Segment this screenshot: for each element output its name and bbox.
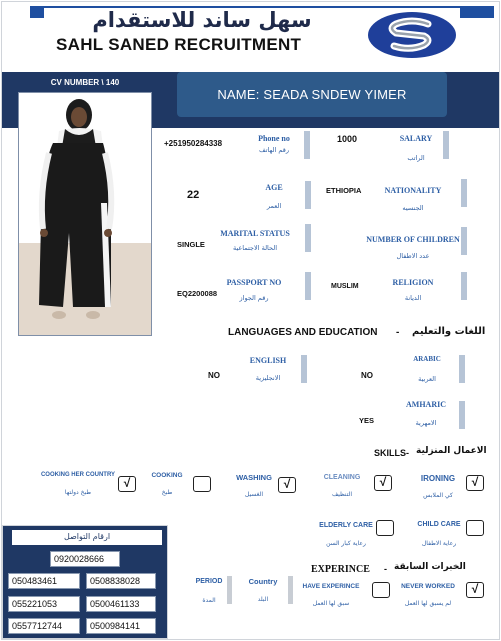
ironing-checkbox[interactable]: √ bbox=[466, 475, 484, 491]
washing-checkbox[interactable]: √ bbox=[278, 477, 296, 493]
marital-divider bbox=[305, 224, 311, 252]
cooking-label: COOKING bbox=[151, 472, 183, 479]
period-label-ar: المدة bbox=[202, 597, 216, 604]
contact-number: 055221053 bbox=[8, 596, 80, 612]
skills-title: SKILLS bbox=[374, 448, 407, 458]
cv-number: CV NUMBER \ 140 bbox=[50, 78, 120, 87]
experience-title: EXPERINCE bbox=[311, 564, 370, 575]
phone-label: Phone no bbox=[258, 134, 290, 143]
salary-label-ar: الراتب bbox=[407, 154, 425, 162]
passport-value: EQ2200088 bbox=[177, 289, 218, 298]
child-care-label: CHILD CARE bbox=[417, 521, 461, 528]
phone-value: +251950284338 bbox=[164, 139, 223, 148]
company-name-arabic: سهل ساند للاستقدام bbox=[92, 8, 312, 32]
never-worked-label: NEVER WORKED bbox=[401, 583, 455, 590]
nationality-divider bbox=[461, 179, 467, 207]
religion-value: MUSLIM bbox=[331, 283, 359, 290]
cooking-checkbox[interactable] bbox=[193, 476, 211, 492]
cooking-label-ar: طبخ bbox=[161, 489, 173, 496]
nationality-value: ETHIOPIA bbox=[326, 186, 362, 195]
english-label: ENGLISH bbox=[249, 356, 287, 365]
age-value: 22 bbox=[187, 189, 200, 201]
marital-label-ar: الحالة الاجتماعية bbox=[232, 244, 278, 252]
passport-divider bbox=[305, 272, 311, 300]
contact-title: ارقام التواصل bbox=[12, 530, 162, 545]
ironing-label: IRONING bbox=[420, 474, 456, 483]
cleaning-label: CLEANING bbox=[323, 474, 361, 481]
english-label-ar: الانجليزية bbox=[255, 374, 281, 382]
cleaning-label-ar: التنظيف bbox=[331, 491, 353, 498]
marital-value: SINGLE bbox=[177, 240, 205, 249]
elderly-care-label: ELDERLY CARE bbox=[319, 522, 373, 529]
religion-divider bbox=[461, 272, 467, 300]
contact-number: 050483461 bbox=[8, 573, 80, 589]
elderly-care-label-ar: رعاية كبار السن bbox=[326, 540, 366, 547]
experience-dash: - bbox=[384, 564, 387, 574]
phone-label-ar: رقم الهاتف bbox=[259, 146, 289, 154]
never-worked-label-ar: لم يسبق لها العمل bbox=[404, 600, 452, 607]
contact-main-number: 0920028666 bbox=[50, 551, 120, 567]
cleaning-checkbox[interactable]: √ bbox=[374, 475, 392, 491]
children-divider bbox=[461, 227, 467, 255]
religion-label: RELIGION bbox=[392, 278, 434, 287]
cooking-country-label: COOKING HER COUNTRY bbox=[40, 472, 116, 478]
child-care-label-ar: رعاية الاطفال bbox=[421, 540, 457, 547]
amharic-label-ar: الامهرية bbox=[415, 419, 437, 427]
elderly-care-checkbox[interactable] bbox=[376, 520, 394, 536]
salary-divider bbox=[443, 131, 449, 159]
skills-dash: - bbox=[406, 448, 409, 458]
person-photo-icon bbox=[19, 93, 151, 335]
salary-label: SALARY bbox=[399, 134, 433, 143]
contact-number: 0500984141 bbox=[86, 618, 156, 634]
amharic-label: AMHARIC bbox=[406, 400, 446, 409]
contact-number: 0557712744 bbox=[8, 618, 80, 634]
experience-title-ar: الخبرات السابقة bbox=[394, 562, 466, 572]
company-name-english: SAHL SANED RECRUITMENT bbox=[56, 35, 302, 54]
age-label: AGE bbox=[265, 183, 283, 192]
languages-title: LANGUAGES AND EDUCATION bbox=[228, 327, 378, 338]
period-label: PERIOD bbox=[195, 578, 223, 585]
have-experience-checkbox[interactable] bbox=[372, 582, 390, 598]
arabic-label: ARABIC bbox=[413, 355, 441, 363]
children-label-ar: عدد الاطفال bbox=[396, 252, 430, 260]
age-divider bbox=[305, 181, 311, 209]
cooking-country-checkbox[interactable]: √ bbox=[118, 476, 136, 492]
have-experience-label: HAVE EXPERINCE bbox=[302, 583, 360, 590]
country-divider bbox=[288, 576, 293, 604]
contact-number: 0500461133 bbox=[86, 596, 156, 612]
washing-label: WASHING bbox=[236, 473, 272, 482]
skills-title-ar: الاعمال المنزلية bbox=[416, 446, 487, 456]
candidate-name: NAME: SEADA SNDEW YIMER bbox=[177, 72, 447, 117]
nationality-label: NATIONALITY bbox=[384, 186, 442, 195]
arabic-value: NO bbox=[361, 371, 373, 380]
english-value: NO bbox=[208, 371, 220, 380]
passport-label-ar: رقم الجواز bbox=[239, 294, 269, 302]
country-label-ar: البلد bbox=[257, 596, 269, 603]
languages-dash: - bbox=[396, 327, 400, 338]
marital-label: MARITAL STATUS bbox=[220, 229, 290, 238]
amharic-value: YES bbox=[359, 416, 375, 425]
age-label-ar: العمر bbox=[266, 202, 282, 210]
arabic-label-ar: العربية bbox=[418, 375, 436, 383]
nationality-label-ar: الجنسيه bbox=[402, 204, 424, 212]
contact-number: 0508838028 bbox=[86, 573, 156, 589]
amharic-divider bbox=[459, 401, 465, 429]
religion-label-ar: الديانة bbox=[404, 294, 422, 302]
cooking-country-label-ar: طبخ دولتها bbox=[64, 489, 92, 496]
child-care-checkbox[interactable] bbox=[466, 520, 484, 536]
languages-title-ar: اللغات والتعليم bbox=[412, 326, 486, 337]
country-label: Country bbox=[248, 577, 278, 586]
children-label: NUMBER OF CHILDREN bbox=[366, 235, 460, 244]
have-experience-label-ar: سبق لها العمل bbox=[312, 600, 350, 607]
passport-label: PASSPORT NO bbox=[226, 278, 282, 287]
phone-divider bbox=[304, 131, 310, 159]
company-logo-icon bbox=[366, 10, 458, 60]
english-divider bbox=[301, 355, 307, 383]
never-worked-checkbox[interactable]: √ bbox=[466, 582, 484, 598]
washing-label-ar: الغسيل bbox=[244, 491, 264, 498]
ironing-label-ar: كي الملابس bbox=[423, 492, 453, 499]
salary-value: 1000 bbox=[337, 134, 358, 144]
candidate-photo bbox=[18, 92, 152, 336]
period-divider bbox=[227, 576, 232, 604]
arabic-divider bbox=[459, 355, 465, 383]
